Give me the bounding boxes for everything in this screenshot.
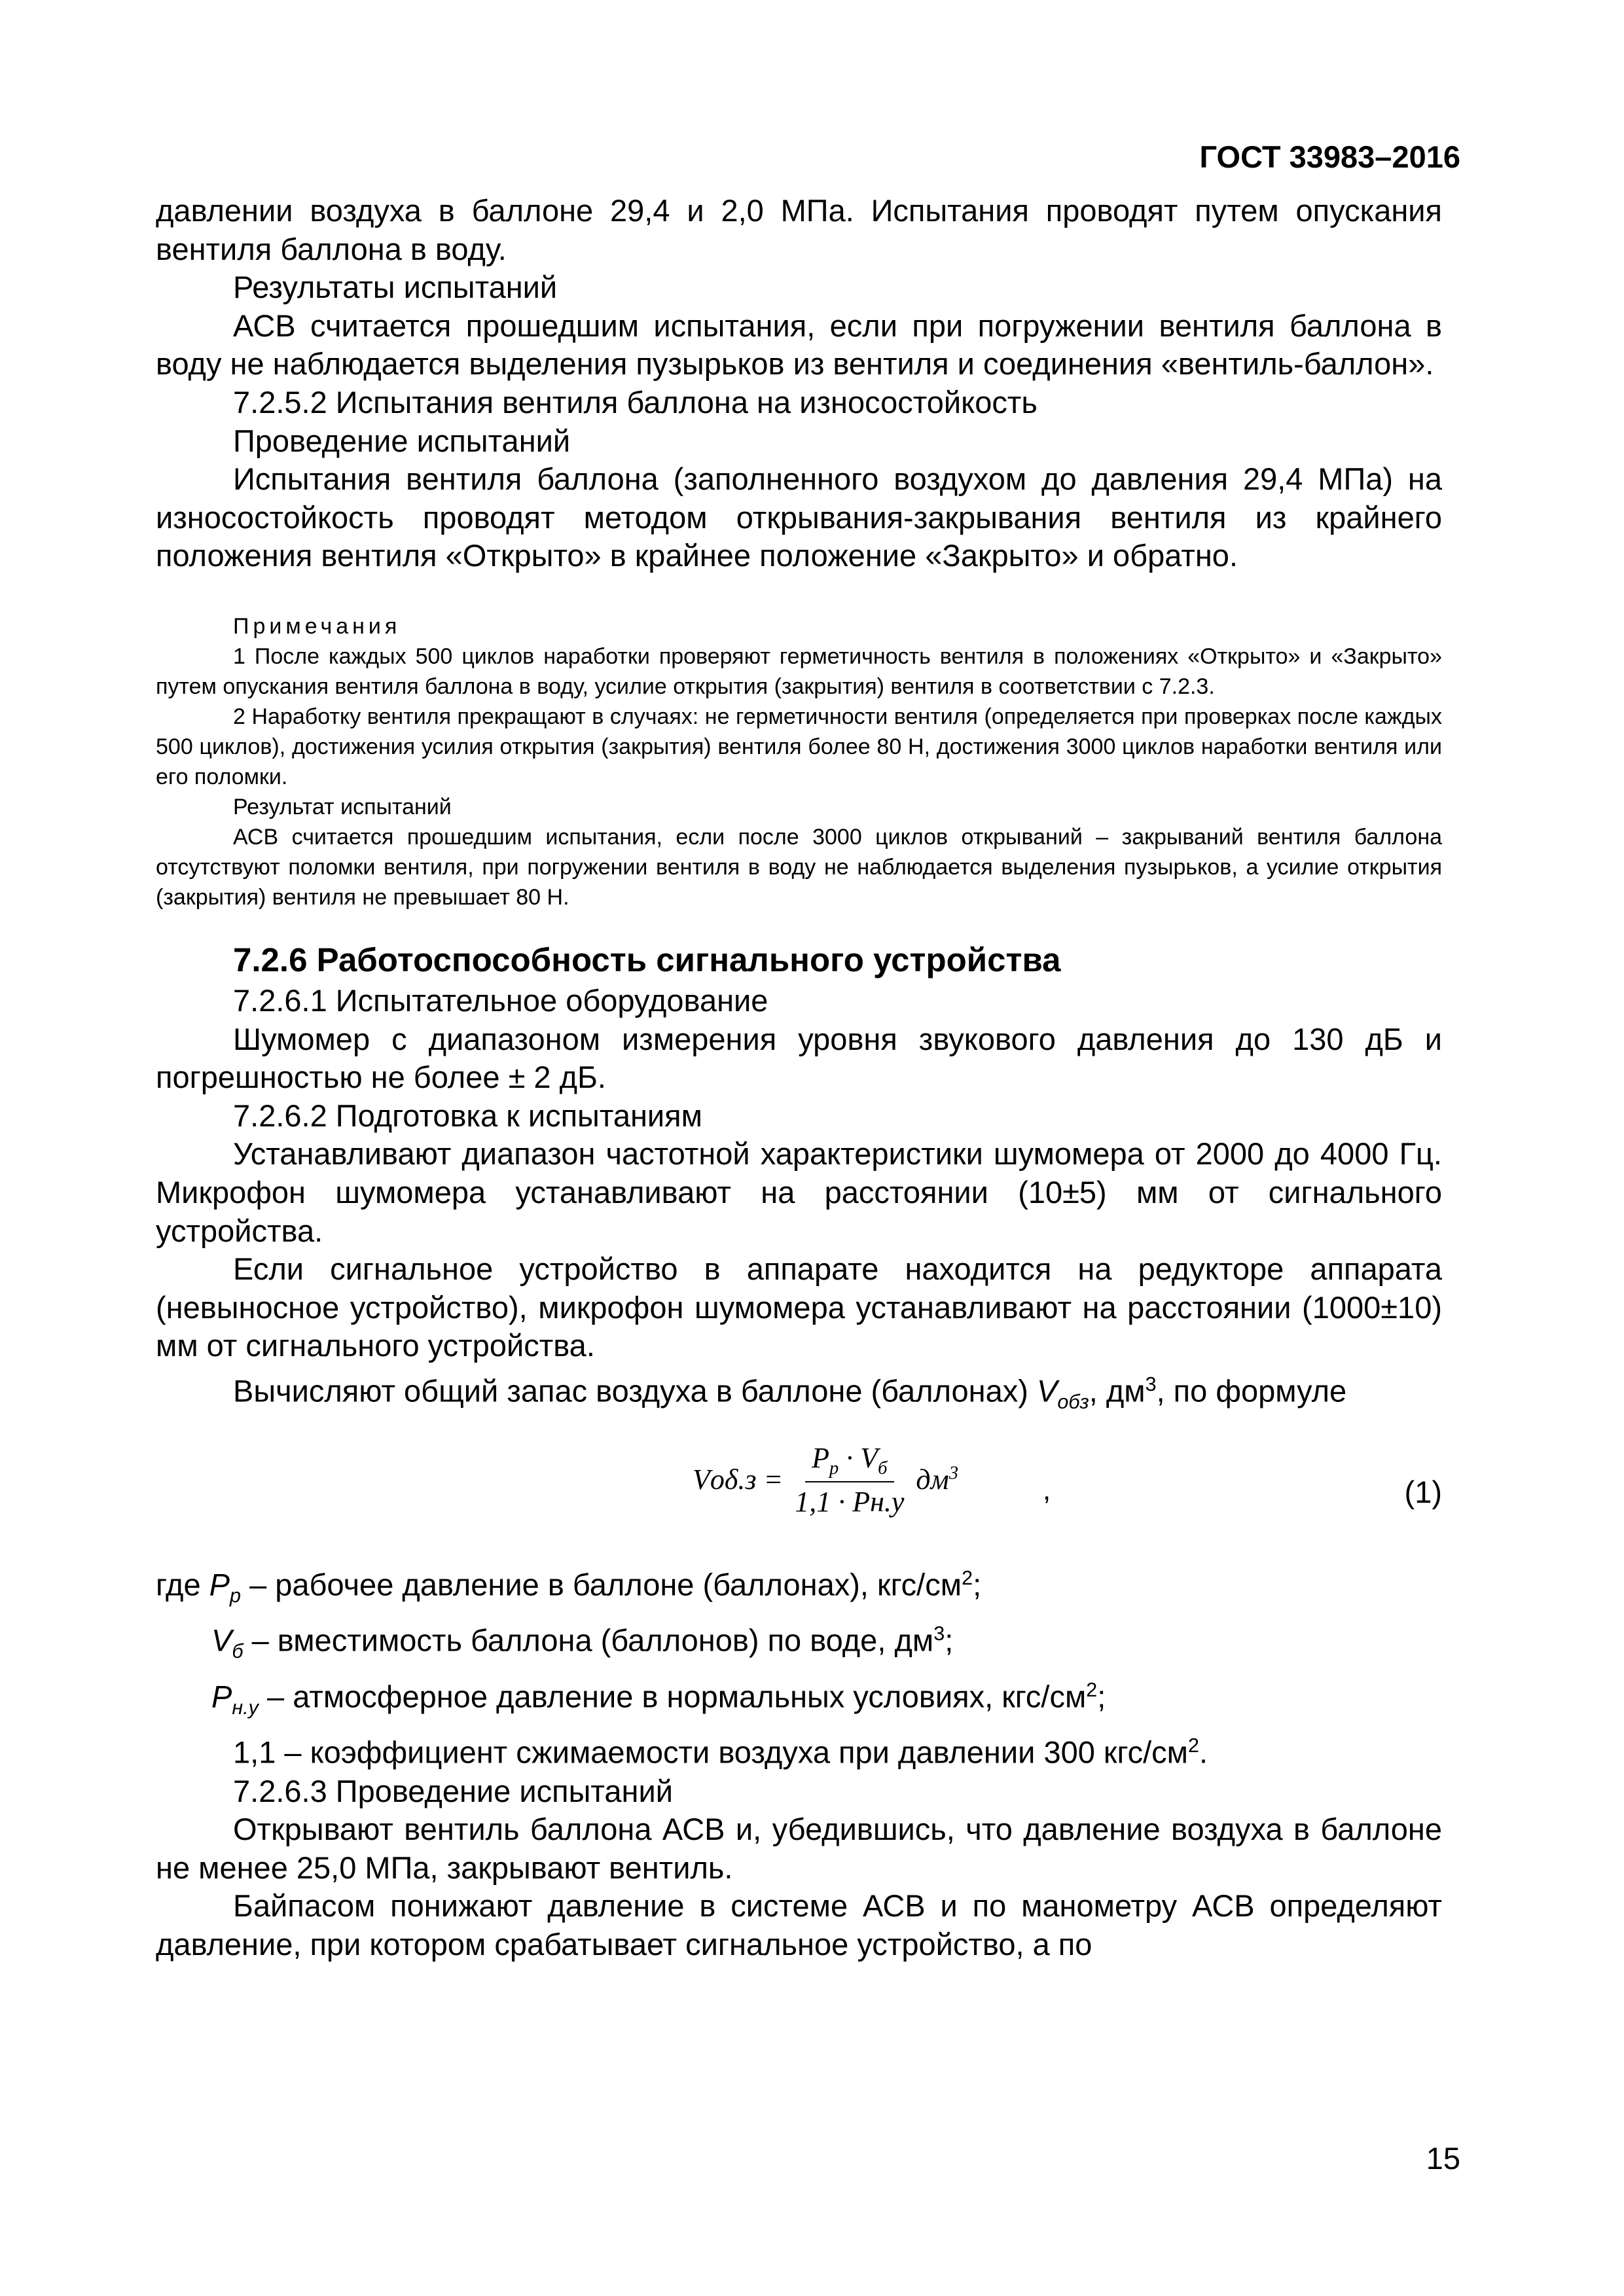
formula-block xyxy=(156,1422,1442,1559)
subheading-procedure: Проведение испытаний xyxy=(233,423,571,458)
paragraph: АСВ считается прошедшим испытания, если при погружении вентиля баллона в воду не наблюдается выделения пузырьков из вентиля и соединения «вентиль-баллон». xyxy=(156,308,1442,382)
formula xyxy=(693,1441,958,1519)
clause-title: 7.2.6.3 Проведение испытаний xyxy=(233,1773,673,1808)
formula-comma: , xyxy=(1043,1473,1051,1506)
formula-unit: $дм^3$ xyxy=(916,1463,959,1496)
page-number: 15 xyxy=(1426,2141,1460,2176)
note-item: 2 Наработку вентиля прекращают в случаях: не герметичности вентиля (определяется при проверках после каждых 500 циклов), достижения усилия открытия (закрытия) вентиля более 80 Н, достижения 3000 циклов наработки вентиля или его поломки. xyxy=(156,704,1442,789)
paragraph: Испытания вентиля баллона (заполненного воздухом до давления 29,4 МПа) на износостойкость проводят методом открывания-закрывания вентиля из крайнего положения вентиля «Открыто» в крайнее положение «Закрыто» и обратно. xyxy=(156,461,1442,573)
paragraph: Открывают вентиль баллона АСВ и, убедившись, что давление воздуха в баллоне не менее 25,0 МПа, закрывают вентиль. xyxy=(156,1812,1442,1885)
formula-lhs: Vоδ.з = xyxy=(693,1463,784,1496)
variable-definition: $P_{н.у}$ – атмосферное давление в нормальных условиях, кгс/$см^2$; xyxy=(211,1678,1106,1719)
note-subheading: Результат испытаний xyxy=(233,794,452,819)
formula-fraction xyxy=(788,1441,911,1519)
section-heading: 7.2.6 Работоспособность сигнального устройства xyxy=(233,941,1061,978)
paragraph: давлении воздуха в баллоне 29,4 и 2,0 МПа. Испытания проводят путем опускания вентиля баллона в воду. xyxy=(156,193,1442,266)
subheading-results: Результаты испытаний xyxy=(233,270,558,305)
paragraph: Если сигнальное устройство в аппарате находится на редукторе аппарата (невыносное устройство), микрофон шумомера устанавливают на расстоянии (1000±10) мм от сигнального устройства. xyxy=(156,1251,1442,1363)
document-body xyxy=(156,192,1442,1964)
note-item: АСВ считается прошедшим испытания, если после 3000 циклов открываний – закрываний вентиля баллона отсутствуют поломки вентиля, при погружении вентиля в воду не наблюдается выделения пузырьков, а усилие открытия (закрытия) вентиля не превышает 80 Н. xyxy=(156,824,1442,910)
paragraph: Байпасом понижают давление в системе АСВ и по манометру АСВ определяют давление, при котором срабатывает сигнальное устройство, а по xyxy=(156,1888,1442,1962)
variable-definition: где $P_р$ – рабочее давление в баллоне (баллонах), кгс/$см^2$; xyxy=(156,1566,982,1607)
notes-block xyxy=(156,611,1442,912)
paragraph: Устанавливают диапазон частотной характеристики шумомера от 2000 до 4000 Гц. Микрофон шумомера устанавливают на расстоянии (10±5) мм от сигнального устройства. xyxy=(156,1136,1442,1248)
variable-definition: 1,1 – коэффициент сжимаемости воздуха при давлении 300 кгс/$см^2$. xyxy=(233,1734,1208,1770)
notes-heading: Примечания xyxy=(233,613,401,639)
clause-title: 7.2.5.2 Испытания вентиля баллона на износостойкость xyxy=(233,384,1038,420)
formula-denominator: 1,1 · Pн.у xyxy=(795,1486,905,1518)
formula-numerator: $P_р \cdot V_б$ xyxy=(805,1441,893,1483)
paragraph: Шумомер с диапазоном измерения уровня звукового давления до 130 дБ и погрешностью не более ± 2 дБ. xyxy=(156,1021,1442,1095)
clause-title: 7.2.6.1 Испытательное оборудование xyxy=(233,982,768,1018)
formula-number: (1) xyxy=(1404,1474,1442,1509)
document-code: ГОСТ 33983–2016 xyxy=(1199,139,1460,174)
clause-title: 7.2.6.2 Подготовка к испытаниям xyxy=(233,1098,702,1133)
variable-definition: $V_б$ – вместимость баллона (баллонов) по воде, $дм^3$; xyxy=(211,1623,954,1663)
paragraph: Вычисляют общий запас воздуха в баллоне (баллонах) $V_{обз}$, $дм^3$, по формуле xyxy=(233,1372,1347,1413)
note-item: 1 После каждых 500 циклов наработки проверяют герметичность вентиля в положениях «Открыто» и «Закрыто» путем опускания вентиля баллона в воду, усилие открытия (закрытия) вентиля в соответствии с 7.2.3. xyxy=(156,643,1442,699)
